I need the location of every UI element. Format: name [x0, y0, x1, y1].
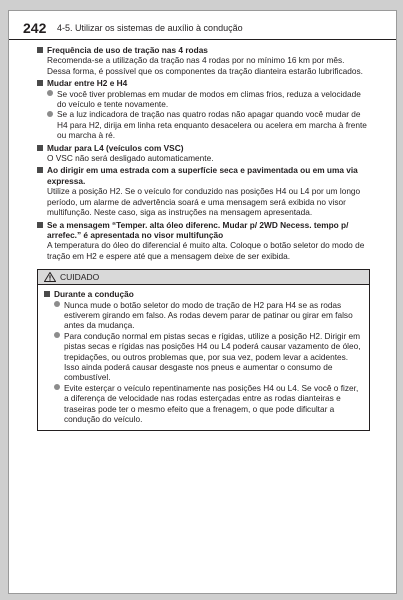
- square-bullet-icon: [37, 167, 43, 173]
- list-item: [44, 383, 363, 425]
- caution-box: [37, 269, 370, 431]
- list-item: [37, 109, 370, 140]
- section-dry-road: [37, 165, 370, 217]
- section-heading-text: Frequência de uso de tração nas 4 rodas: [47, 45, 208, 55]
- section-l4-vsc: [37, 143, 370, 164]
- section-paragraph: O VSC não será desligado automaticamente.: [47, 153, 214, 164]
- list-item-text: Para condução normal em pistas secas e rígidas, utilize a posição H2. Dirigir em pistas secas e rígidas nas posições H4 ou L4 poderá causar vazamento de óleo, trepidações, ou outros problemas que, por sua vez, podem levar a acidentes. Isso ainda poderá causar desgaste nos pneus e aumentar o consumo de combustível.: [64, 330, 361, 383]
- header-divider: [9, 39, 396, 40]
- page-content: [37, 45, 370, 431]
- circle-bullet-icon: [54, 384, 60, 390]
- section-heading: [37, 165, 370, 186]
- section-oil-temp-message: [37, 220, 370, 262]
- caution-body: [38, 285, 369, 430]
- manual-page: [8, 10, 397, 594]
- caution-header: [38, 270, 369, 285]
- list-item-text: Se você tiver problemas em mudar de modos em climas frios, reduza a velocidade do veículo e tente novamente.: [57, 88, 361, 110]
- section-heading: [37, 78, 370, 88]
- circle-bullet-icon: [54, 332, 60, 338]
- section-heading-text: Mudar para L4 (veículos com VSC): [47, 142, 184, 153]
- square-bullet-icon: [44, 291, 50, 297]
- circle-bullet-icon: [47, 90, 53, 96]
- section-4wd-frequency: [37, 45, 370, 76]
- section-heading: [37, 220, 370, 241]
- square-bullet-icon: [37, 80, 43, 86]
- caution-heading-text: Durante a condução: [54, 289, 134, 300]
- circle-bullet-icon: [54, 301, 60, 307]
- circle-bullet-icon: [47, 111, 53, 117]
- square-bullet-icon: [37, 145, 43, 151]
- chapter-title: 4-5. Utilizar os sistemas de auxílio à condução: [57, 23, 243, 33]
- section-heading: [37, 45, 370, 55]
- caution-label: CUIDADO: [60, 272, 100, 283]
- page-number: 242: [23, 20, 47, 36]
- warning-triangle-icon: [44, 272, 56, 282]
- section-heading-text: Ao dirigir em uma estrada com a superfície seca e pavimentada ou em uma via expressa.: [47, 165, 358, 186]
- list-item-text: Evite esterçar o veículo repentinamente nas posições H4 ou L4. Se você o fizer, a diferença de velocidade nas rodas esterçadas entre as rodas dianteiras e traseiras pode ter o mesmo efeito que a frenagem, o que pode dificultar a condução do veículo.: [64, 382, 359, 424]
- section-paragraph: A temperatura do óleo do diferencial é muito alta. Coloque o botão seletor do modo de tração em H2 e espere até que a mensagem deixe de ser exibida.: [47, 240, 365, 261]
- section-heading-text: Mudar entre H2 e H4: [47, 78, 128, 89]
- section-heading: [37, 143, 370, 153]
- list-item-text: Se a luz indicadora de tração nas quatro rodas não apagar quando você mudar de H4 para H2, dirija em linha reta enquanto desacelera ou acelera em marcha à frente ou marcha à ré.: [57, 109, 367, 141]
- list-item: [44, 331, 363, 383]
- list-item: [44, 300, 363, 331]
- caution-heading: [44, 289, 363, 299]
- section-paragraph: Recomenda-se a utilização da tração nas 4 rodas por no mínimo 16 km por mês. Dessa forma, é possível que os componentes da tração dianteira estarão lubrificados.: [47, 55, 363, 76]
- section-h2-h4: [37, 78, 370, 140]
- square-bullet-icon: [37, 47, 43, 53]
- list-item-text: Nunca mude o botão seletor do modo de tração de H2 para H4 se as rodas estiverem girando em falso. As rodas devem parar de patinar ou girar em falso antes da mudança.: [64, 299, 353, 331]
- list-item: [37, 89, 370, 110]
- section-paragraph: Utilize a posição H2. Se o veículo for conduzido nas posições H4 ou L4 por um longo período, um alarme de advertência soará e uma mensagem será exibida no visor multifunção. Neste caso, siga as instruções na mensagem apresentada.: [47, 186, 361, 218]
- section-heading-text: Se a mensagem “Temper. alta óleo diferenc. Mudar p/ 2WD Necess. tempo p/ arrefec.” é apresentada no visor multifunção: [47, 219, 349, 240]
- page-header: [9, 11, 396, 37]
- square-bullet-icon: [37, 222, 43, 228]
